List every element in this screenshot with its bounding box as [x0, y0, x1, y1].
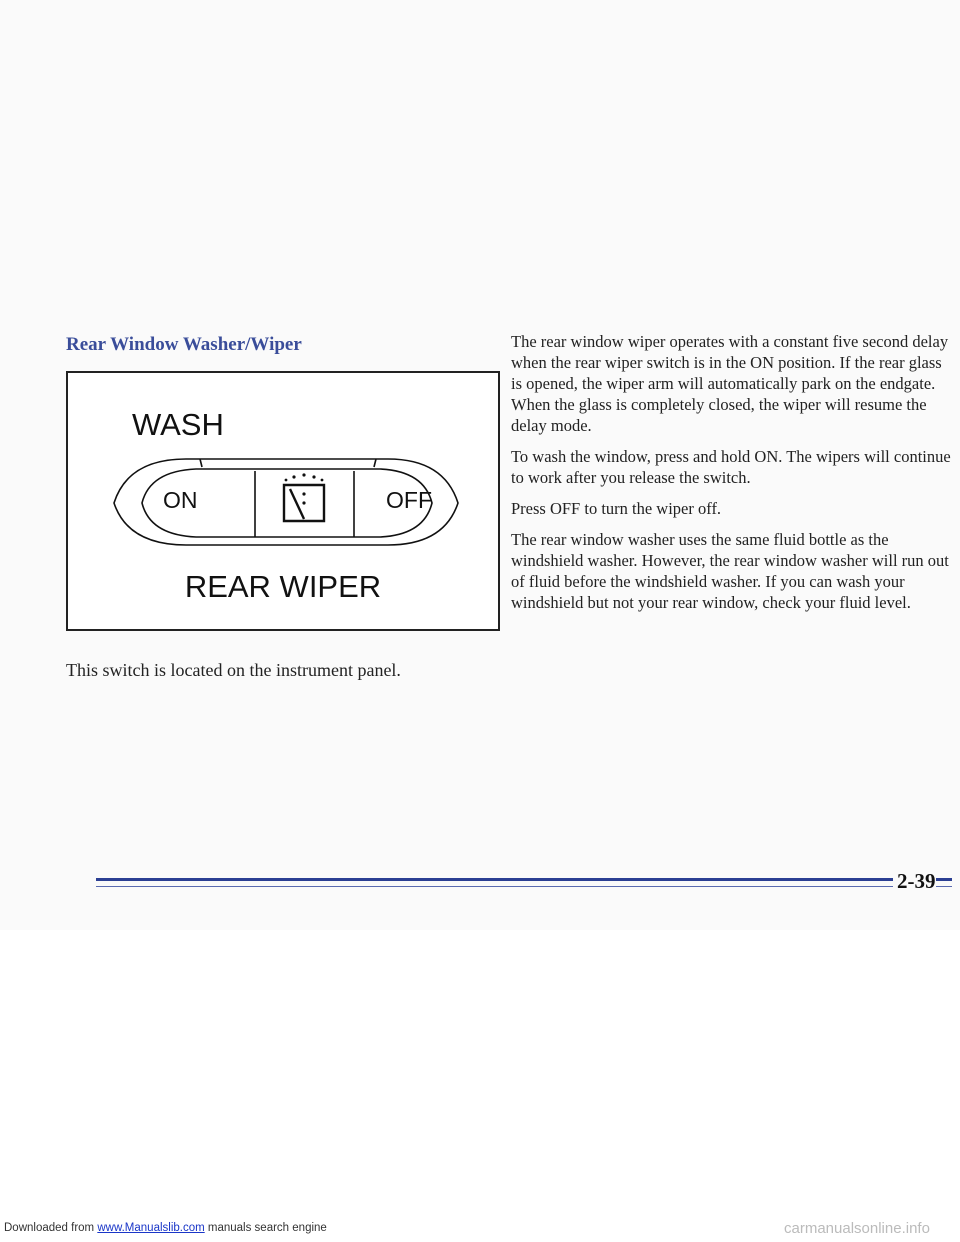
paragraph: To wash the window, press and hold ON. The wipers will continue to work after you release the switch. [511, 447, 951, 487]
footer-suffix: manuals search engine [204, 1222, 327, 1234]
page-number: 2-39 [893, 869, 936, 894]
download-footer [4, 1222, 327, 1234]
on-label: ON [163, 487, 198, 513]
watermark: carmanualsonline.info [784, 1220, 930, 1237]
footer-rule [96, 878, 952, 881]
footer-prefix: Downloaded from [4, 1222, 98, 1234]
section-title: Rear Window Washer/Wiper [66, 334, 302, 355]
paragraph: The rear window wiper operates with a constant five second delay when the rear wiper switch is in the ON position. If the rear glass is opened, the wiper arm will automatically park on the endgate. When the glass is completely closed, the wiper will resume the delay mode. [511, 332, 949, 435]
rear-wiper-label: REAR WIPER [184, 569, 382, 604]
off-label: OFF [386, 487, 432, 513]
body-text [511, 331, 951, 623]
figure-caption: This switch is located on the instrument panel. [66, 660, 401, 680]
paragraph: Press OFF to turn the wiper off. [511, 499, 722, 518]
manualslib-link[interactable]: www.Manualslib.com [97, 1222, 205, 1234]
paragraph: The rear window washer uses the same fluid bottle as the windshield washer. However, the rear window washer will run out of fluid before the windshield washer. If you can wash your windshield but not your rear window, check your fluid level. [511, 530, 949, 612]
footer-rule-thin [96, 886, 952, 887]
wash-label: WASH [132, 407, 224, 442]
wiper-washer-icon [284, 473, 324, 521]
rear-wiper-switch-figure [66, 371, 500, 631]
